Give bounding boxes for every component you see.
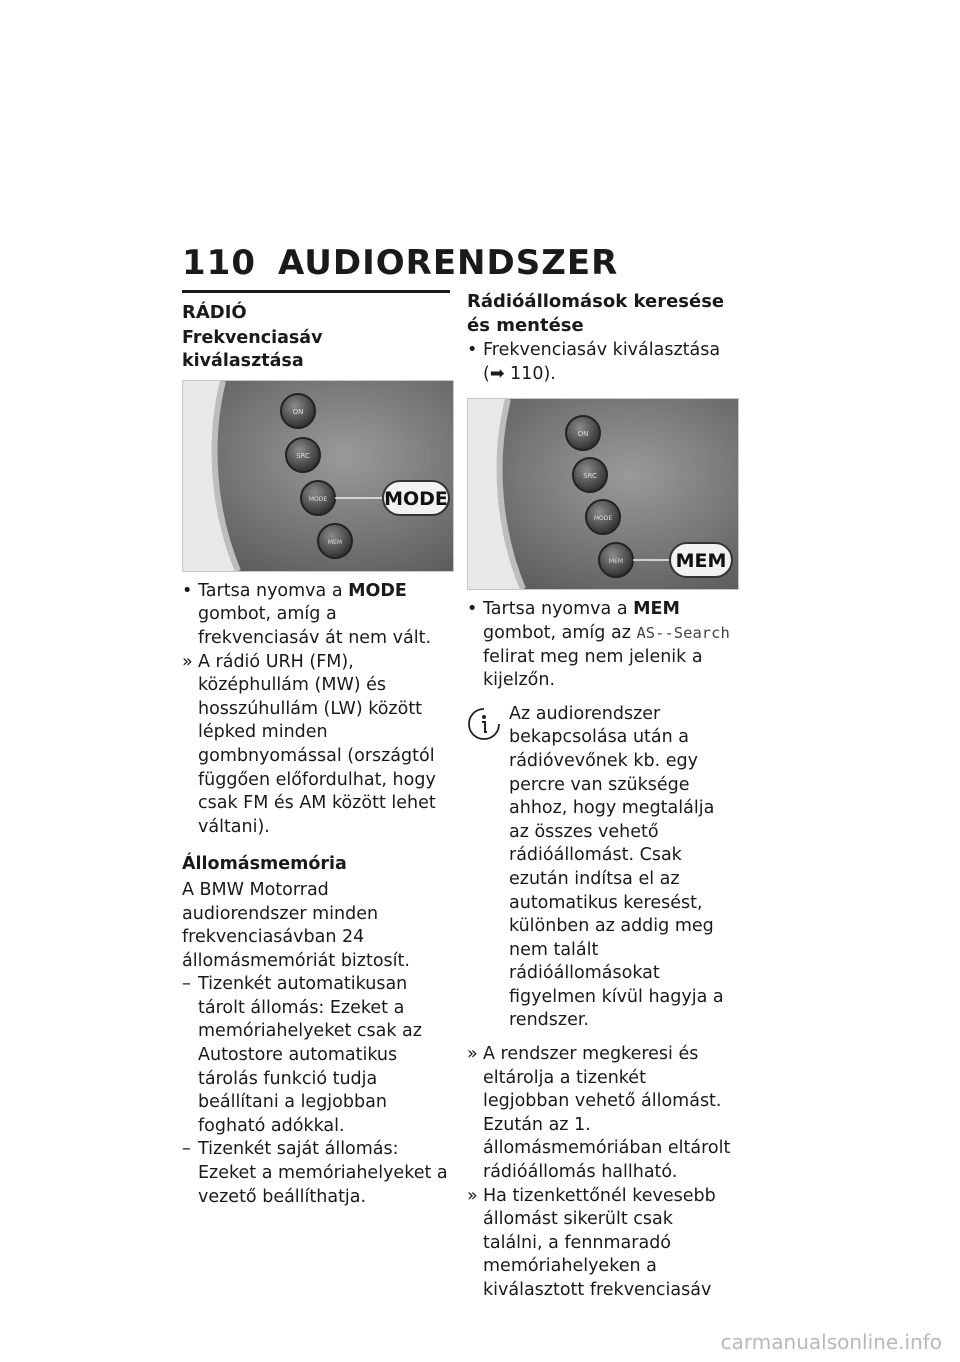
mem-button-figure bbox=[467, 398, 739, 590]
right-column bbox=[467, 290, 735, 1303]
result-autostore: » A rendszer megkeresi és eltárolja a tizenkét legjobban vehető állomást. Ezután az 1. állomásmemóriában eltárolt rádióállomás hallható. bbox=[467, 1044, 731, 1183]
btn-label-mode: MODE bbox=[308, 495, 328, 503]
btn-label-on: ON bbox=[577, 430, 589, 439]
info-text: Az audiorendszer bekapcsolása után a rádióvevőnek kb. egy percre van szüksége ahhoz, hogy megtalálja az összes vehető rádióállomást. Csak ezután indítsa el az automatikus keresést, különben az addig meg nem talált rádióállomásokat figyelmen kívül hagyja a rendszer. bbox=[509, 703, 724, 1031]
callout-mode: MODE bbox=[384, 487, 448, 510]
display-text-as-search: AS--Search bbox=[636, 623, 730, 642]
section-rule bbox=[182, 290, 450, 293]
btn-label-on: ON bbox=[292, 407, 304, 416]
step-select-band: • Frekvenciasáv kiválasztása (➡ 110). bbox=[467, 340, 721, 384]
callout-mem: MEM bbox=[675, 550, 727, 573]
info-note bbox=[467, 703, 735, 1033]
memory-auto-item: – Tizenkét automatikusan tárolt állomás: Ezeket a memóriahelyeket csak az Autostore automatikus tárolás funkció tudja beállítani a legjobban fogható adókkal. bbox=[182, 974, 422, 1136]
handlebar-controls-illustration bbox=[468, 399, 738, 589]
btn-label-mode: MODE bbox=[593, 515, 613, 523]
section-title-radio: RÁDIÓ bbox=[182, 302, 247, 323]
memory-title: Állomásmemória bbox=[182, 854, 347, 875]
page-header bbox=[182, 243, 618, 283]
handlebar-controls-illustration bbox=[183, 381, 453, 571]
memory-own-item: – Tizenkét saját állomás: Ezeket a memóriahelyeket a vezető beállíthatja. bbox=[182, 1139, 448, 1207]
result-fewer-stations: » Ha tizenkettőnél kevesebb állomást sikerült csak találni, a fennmaradó memóriahelyeken a kiválasztott frekvenciasáv bbox=[467, 1185, 716, 1300]
page-reference-link[interactable]: (➡ 110). bbox=[483, 363, 556, 384]
left-column bbox=[182, 290, 450, 1209]
btn-label-mem: MEM bbox=[608, 558, 624, 566]
subsection-title-band: Frekvenciasáv kiválasztása bbox=[182, 327, 323, 372]
section-title-search: Rádióállomások keresése és mentése bbox=[467, 291, 725, 336]
mode-button-figure bbox=[182, 380, 454, 572]
step-hold-mode: • Tartsa nyomva a MODE gombot, amíg a frekvenciasáv át nem vált. bbox=[182, 580, 432, 648]
btn-label-src: SRC bbox=[583, 472, 597, 481]
btn-label-mem: MEM bbox=[327, 538, 343, 546]
page-number: 110 bbox=[182, 243, 256, 283]
info-icon bbox=[467, 707, 501, 741]
result-band-switch: » A rádió URH (FM), középhullám (MW) és hosszúhullám (LW) között lépked minden gombnyomással (országtól függően előfordulhat, hogy csak FM és AM között lehet váltani). bbox=[182, 651, 436, 837]
chapter-title: AUDIORENDSZER bbox=[278, 243, 619, 283]
step-hold-mem: • Tartsa nyomva a MEM gombot, amíg az AS--Search felirat meg nem jelenik a kijelzőn. bbox=[467, 599, 730, 691]
btn-label-src: SRC bbox=[296, 451, 310, 460]
memory-intro: A BMW Motorrad audiorendszer minden frekvenciasávban 24 állomásmemóriát biztosít. bbox=[182, 879, 410, 971]
watermark: carmanualsonline.info bbox=[720, 1330, 942, 1354]
